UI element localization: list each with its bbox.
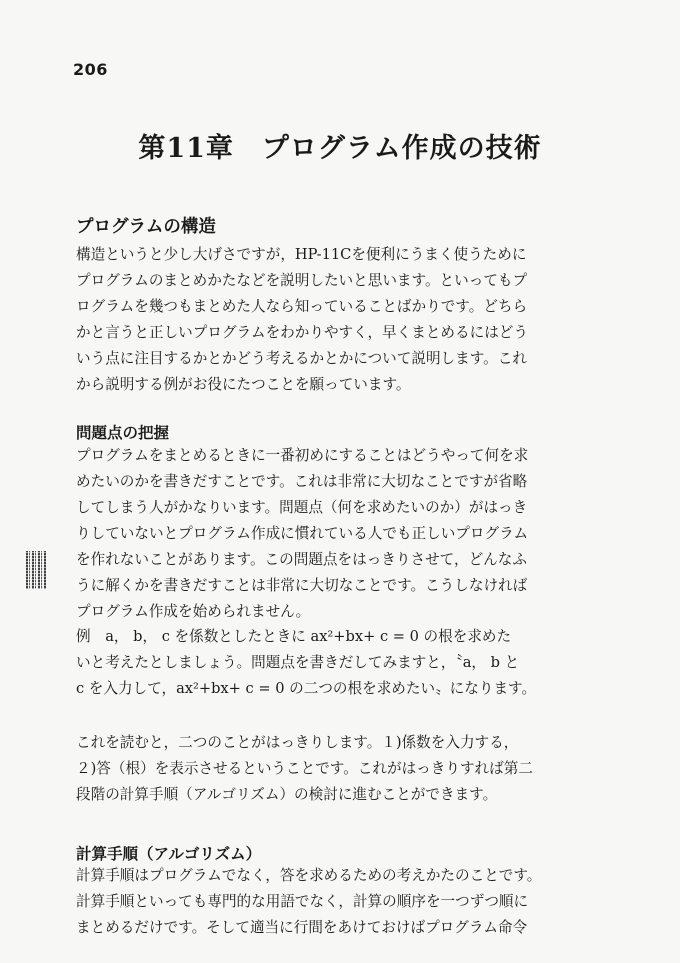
paragraph-example (76, 624, 611, 702)
text-line: ログラムを幾つもまとめた人なら知っていることばかりです。どちら (76, 298, 528, 315)
text-line: かと言うと正しいプログラムをわかりやすく，早くまとめるにはどう (76, 324, 528, 341)
text-line: してしまう人がかなりいます。問題点（何を求めたいのか）がはっき (76, 499, 528, 516)
text-line: プログラムをまとめるときに一番初めにすることはどうやって何を求 (76, 447, 529, 464)
text-line: いう点に注目するかとかどう考えるかとかについて説明します。これ (76, 350, 527, 367)
text-line: これを読むと，二つのことがはっきりします。１)係数を入力する， (76, 734, 519, 751)
chapter-name: プログラム作成の技術 (261, 133, 542, 164)
chapter-label: 第11章 (138, 133, 234, 164)
text-line: いと考えたとしましょう。問題点を書きだしてみますと，〝a， b と (76, 654, 520, 671)
section-heading-structure: プログラムの構造 (76, 217, 216, 237)
text-line: 例 a， b， c を係数としたときに ax²+bx+ c = 0 の根を求めた (76, 628, 512, 645)
chapter-title (0, 126, 680, 165)
text-line: まとめるだけです。そして適当に行間をあけておけばプログラム命令 (76, 919, 528, 936)
text-line: めたいのかを書きだすことです。これは非常に大切なことですが省略 (76, 473, 528, 490)
paragraph-problem (76, 443, 611, 625)
text-line: を作れないことがあります。この問題点をはっきりさせて，どんなふ (76, 551, 527, 568)
text-line: プログラム作成を始められません。 (76, 603, 311, 620)
paragraph-algorithm (76, 863, 611, 941)
text-line: プログラムのまとめかたなどを説明したいと思います。といってもプ (76, 272, 528, 289)
text-line: から説明する例がお役にたつことを願っています。 (76, 376, 411, 393)
text-line: c を入力して，ax²+bx+ c = 0 の二つの根を求めたい〟になります。 (76, 680, 537, 697)
text-line: 構造というと少し大げさですが，HP-11Cを便利にうまく使うために (76, 246, 527, 263)
text-line: りしていないとプログラム作成に慣れている人でも正しいプログラム (76, 525, 529, 542)
section-heading-algorithm: 計算手順（アルゴリズム） (76, 845, 262, 863)
paragraph-after-example (76, 730, 611, 808)
qr-code-marker (26, 551, 46, 589)
text-line: 計算手順といっても専門的な用語でなく，計算の順序を一つずつ順に (76, 893, 529, 910)
text-line: 計算手順はプログラムでなく，答を求めるための考えかたのことです。 (76, 867, 542, 884)
paragraph-structure (76, 242, 611, 398)
text-line: ２)答（根）を表示させるということです。これがはっきりすれば第二 (76, 760, 533, 777)
page-number: 206 (73, 60, 108, 79)
text-line: うに解くかを書きだすことは非常に大切なことです。こうしなければ (76, 577, 528, 594)
section-heading-problem: 問題点の把握 (76, 424, 170, 442)
text-line: 段階の計算手順（アルゴリズム）の検討に進むことができます。 (76, 786, 498, 803)
